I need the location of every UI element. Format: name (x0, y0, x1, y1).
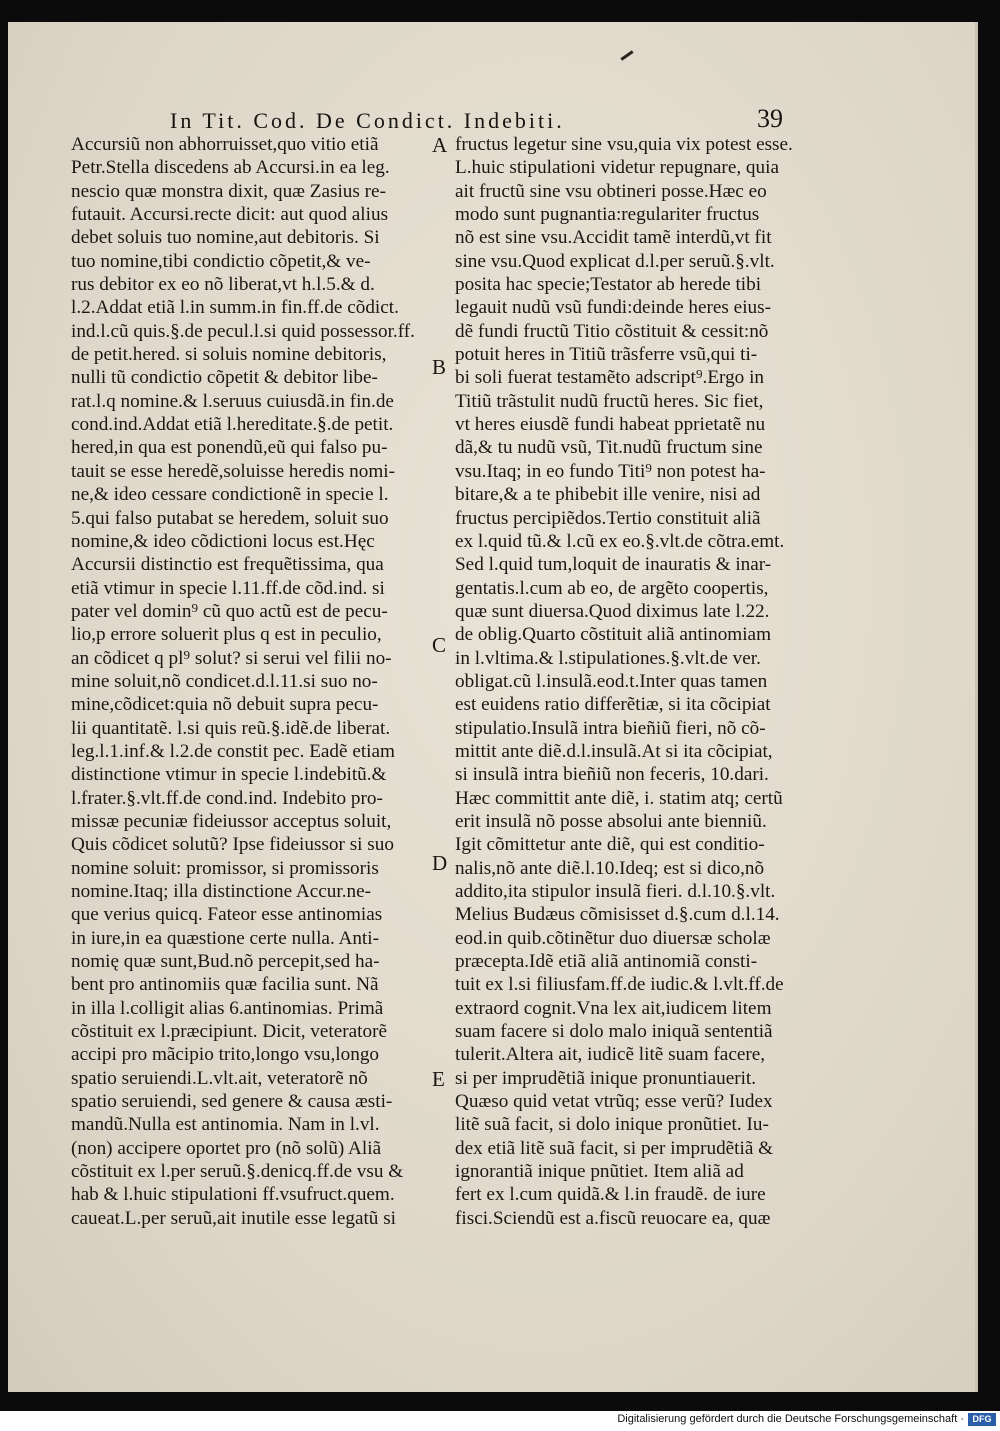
text-line: legauit nudũ vsũ fundi:deinde heres eius- (455, 297, 771, 319)
text-line: pater vel domin⁹ cũ quo actũ est de pecu- (71, 600, 388, 622)
text-line: nomine.Itaq; illa distinctione Accur.ne- (71, 881, 371, 902)
text-line: spatio seruiendi.L.vlt.ait, veteratorẽ nõ (71, 1067, 368, 1089)
text-line: obligat.cũ l.insulã.eod.t.Inter quas tamen (455, 670, 768, 692)
text-line: Sed l.quid tum,loquit de inauratis & inar- (455, 554, 772, 576)
text-line: nescio quæ monstra dixit, quæ Zasius re- (71, 180, 386, 202)
text-line: de petit.hered. si soluis nomine debitoris, (71, 344, 387, 366)
text-line: futauit. Accursi.recte dicit: aut quod alius (71, 204, 389, 226)
text-line: ind.l.cũ quis.§.de pecul.l.si quid possessor.ff. (71, 320, 415, 342)
text-line: que verius quicq. Fateor esse antinomias (71, 904, 383, 926)
left-text-column (71, 133, 416, 1230)
text-line: rus debitor ex eo nõ liberat,vt h.l.5.& d. (71, 274, 375, 296)
text-line: nomię quæ sunt,Bud.nõ percepit,sed ha- (71, 951, 380, 973)
text-line: erit insulã nõ posse absolui ante bienniũ. (455, 810, 767, 832)
text-line: Accursiũ non abhorruisset,quo vitio etiã (71, 134, 379, 155)
text-line: L.huic stipulationi videtur repugnare, quia (455, 157, 779, 179)
text-line: Quis cõdicet solutũ? Ipse fideiussor si suo (71, 834, 394, 856)
text-line: vsu.Itaq; in eo fundo Titi⁹ non potest ha- (455, 460, 766, 482)
text-line: bi soli fuerat testamẽto adscript⁹.Ergo in (455, 367, 764, 389)
text-line: bent pro antinomiis quæ facilia sunt. Nã (71, 974, 379, 996)
page-number: 39 (757, 104, 783, 133)
text-line: mittit ante diẽ.d.l.insulã.At si ita cõcipiat, (455, 740, 773, 762)
text-line: tuo nomine,tibi condictio cõpetit,& ve- (71, 250, 371, 272)
text-line: potuit heres in Titiũ trãsferre vsũ,qui ti- (455, 344, 758, 366)
text-line: in l.vltima.& l.stipulationes.§.vlt.de ver. (455, 647, 761, 669)
text-line: debet soluis tuo nomine,aut debitoris. Si (71, 227, 380, 249)
text-line: dã,& tu nudũ vsũ, Tit.nudũ fructum sine (455, 437, 763, 459)
text-line: est euidens ratio differẽtiæ, si ita cõcipiat (455, 694, 771, 716)
text-line: bitare,& a te phibebit ille venire, nisi ad (455, 484, 761, 506)
text-line: hered,in qua est ponendũ,eũ qui falso pu- (71, 437, 388, 459)
text-line: mine soluit,nõ condicet.d.l.11.si suo no- (71, 670, 378, 692)
text-line: si insulã intra bieñiũ non feceris, 10.dari. (455, 764, 769, 786)
text-line: fructus percipiẽdos.Tertio constituit aliã (455, 507, 761, 529)
text-line: extraord cognit.Vna lex ait,iudicem litem (455, 997, 772, 1019)
margin-marker-b: B (432, 355, 447, 379)
text-line: nomine soluit: promissor, si promissoris (71, 857, 379, 879)
text-line: 5.qui falso putabat se heredem, soluit suo (71, 507, 389, 529)
text-line: fert ex l.cum quidã.& l.in fraudẽ. de iure (455, 1184, 766, 1206)
text-line: mine,cõdicet:quia nõ debuit supra pecu- (71, 694, 379, 716)
text-line: Melius Budæus cõmisisset d.§.cum d.l.14. (455, 904, 780, 926)
text-line: tauit se esse heredẽ,soluisse heredis nomi- (71, 460, 395, 482)
right-text-column (455, 133, 815, 1230)
text-line: hab & l.huic stipulationi ff.vsufruct.quem. (71, 1184, 395, 1206)
text-line: si per imprudẽtiã inique pronuntiauerit. (455, 1067, 757, 1089)
text-line: ignorantiã inique pnũtiet. Item aliã ad (455, 1161, 744, 1183)
text-line: Igit cõmittetur ante diẽ, qui est conditio- (455, 834, 765, 856)
text-line: fisci.Sciendũ est a.fiscũ reuocare ea, quæ (455, 1207, 771, 1229)
text-line: quæ sunt diuersa.Quod diximus late l.22. (455, 600, 770, 622)
text-line: dex etiã litẽ suã facit, si per imprudẽtiã & (455, 1137, 774, 1159)
text-line: addito,ita stipulor insulã fieri. d.l.10.§.vlt. (455, 881, 776, 902)
footer-bar (0, 1411, 1000, 1431)
text-line: etiã vtimur in specie l.11.ff.de cõd.ind. si (71, 577, 385, 599)
text-line: gentatis.l.cum ab eo, de argẽto coopertis, (455, 577, 769, 599)
text-line: ne,& ideo cessare condictionẽ in specie l. (71, 484, 389, 506)
text-line: rat.l.q nomine.& l.seruus cuiusdã.in fin.de (71, 390, 394, 412)
text-line: accipi pro mãcipio trito,longo vsu,longo (71, 1044, 380, 1066)
text-line: cõstituit ex l.præcipiunt. Dicit, veteratorẽ (71, 1021, 387, 1043)
text-line: præcepta.Idẽ etiã aliã antinomiã consti- (455, 951, 758, 973)
text-line: modo sunt pugnantia:regulariter fructus (455, 204, 760, 226)
text-line: (non) accipere oportet pro (nõ solũ) Aliã (71, 1137, 382, 1159)
text-line: dẽ fundi fructũ Titio cõstituit & cessit:nõ (455, 320, 769, 342)
text-line: cond.ind.Addat etiã l.hereditate.§.de petit. (71, 414, 394, 436)
text-line: missæ pecuniæ fideiussor acceptus soluit, (71, 810, 392, 832)
margin-marker-c: C (432, 633, 447, 657)
text-line: spatio seruiendi, sed genere & causa æsti- (71, 1091, 393, 1113)
text-line: fructus legetur sine vsu,quia vix potest esse. (455, 134, 793, 155)
text-line: Quæso quid vetat vtrũq; esse verũ? Iudex (455, 1091, 773, 1113)
text-line: in illa l.colligit alias 6.antinomias. Primã (71, 997, 384, 1019)
text-line: Accursii distinctio est frequẽtissima, qua (71, 554, 384, 576)
text-line: an cõdicet q pl⁹ solut? si serui vel filii no- (71, 647, 392, 669)
dfg-logo: DFG (968, 1413, 996, 1426)
text-line: in iure,in ea quæstione certe nulla. Anti- (71, 927, 379, 949)
text-line: ex l.quid tũ.& l.cũ ex eo.§.vlt.de cõtra.emt. (455, 530, 785, 552)
text-line: Petr.Stella discedens ab Accursi.in ea leg. (71, 157, 390, 179)
text-line: nõ est sine vsu.Accidit tamẽ interdũ,vt fit (455, 227, 772, 249)
text-line: leg.l.1.inf.& l.2.de constit pec. Eadẽ etiam (71, 740, 395, 762)
margin-marker-a: A (432, 133, 448, 157)
text-line: nalis,nõ ante diẽ.l.10.Ideq; est si dico,nõ (455, 857, 765, 879)
text-line: lii quantitatẽ. l.si quis reũ.§.idẽ.de liberat. (71, 717, 391, 739)
text-line: distinctione vtimur in specie l.indebitũ.& (71, 764, 387, 786)
margin-marker-e: E (432, 1067, 445, 1091)
text-line: tuit ex l.si filiusfam.ff.de iudic.& l.vlt.ff.de (455, 974, 784, 996)
text-line: posita hac specie;Testator ab herede tibi (455, 274, 762, 296)
text-line: suam facere si dolo malo iniquã sententiã (455, 1021, 773, 1043)
text-line: de oblig.Quarto cõstituit aliã antinomiam (455, 624, 771, 646)
text-line: l.2.Addat etiã l.in summ.in fin.ff.de cõdict. (71, 297, 399, 319)
text-line: l.frater.§.vlt.ff.de cond.ind. Indebito pro- (71, 787, 383, 809)
running-header: In Tit. Cod. De Condict. Indebiti. (170, 108, 565, 133)
text-line: nomine,& ideo cõdictioni locus est.Hęc (71, 530, 375, 552)
text-line: Hæc committit ante diẽ, i. statim atq; certũ (455, 787, 783, 809)
text-line: lio,p errore soluerit plus q est in peculio, (71, 624, 382, 646)
text-line: cõstituit ex l.per seruũ.§.denicq.ff.de vsu & (71, 1161, 404, 1183)
text-line: ait fructũ sine vsu obtineri posse.Hæc eo (455, 180, 767, 202)
margin-marker-d: D (432, 851, 448, 875)
text-line: tulerit.Altera ait, iudicẽ litẽ suam facere, (455, 1044, 766, 1066)
text-line: caueat.L.per seruũ,ait inutile esse legatũ si (71, 1207, 396, 1229)
funding-credit: Digitalisierung gefördert durch die Deutsche Forschungsgemeinschaft · (617, 1413, 964, 1425)
text-line: vt heres eiusdẽ fundi habeat pprietatẽ nu (455, 414, 766, 436)
text-line: stipulatio.Insulã intra bieñiũ fieri, nõ cõ- (455, 717, 766, 739)
text-line: litẽ suã facit, si dolo inique pronũtiet. Iu- (455, 1114, 769, 1136)
text-line: eod.in quib.cõtinẽtur duo diuersæ scholæ (455, 927, 771, 949)
text-line: sine vsu.Quod explicat d.l.per seruũ.§.vlt. (455, 250, 775, 272)
text-line: mandũ.Nulla est antinomia. Nam in l.vl. (71, 1114, 380, 1136)
text-line: nulli tũ condictio cõpetit & debitor libe- (71, 367, 378, 389)
text-line: Titiũ trãstulit nudũ fructũ heres. Sic fiet, (455, 390, 764, 412)
